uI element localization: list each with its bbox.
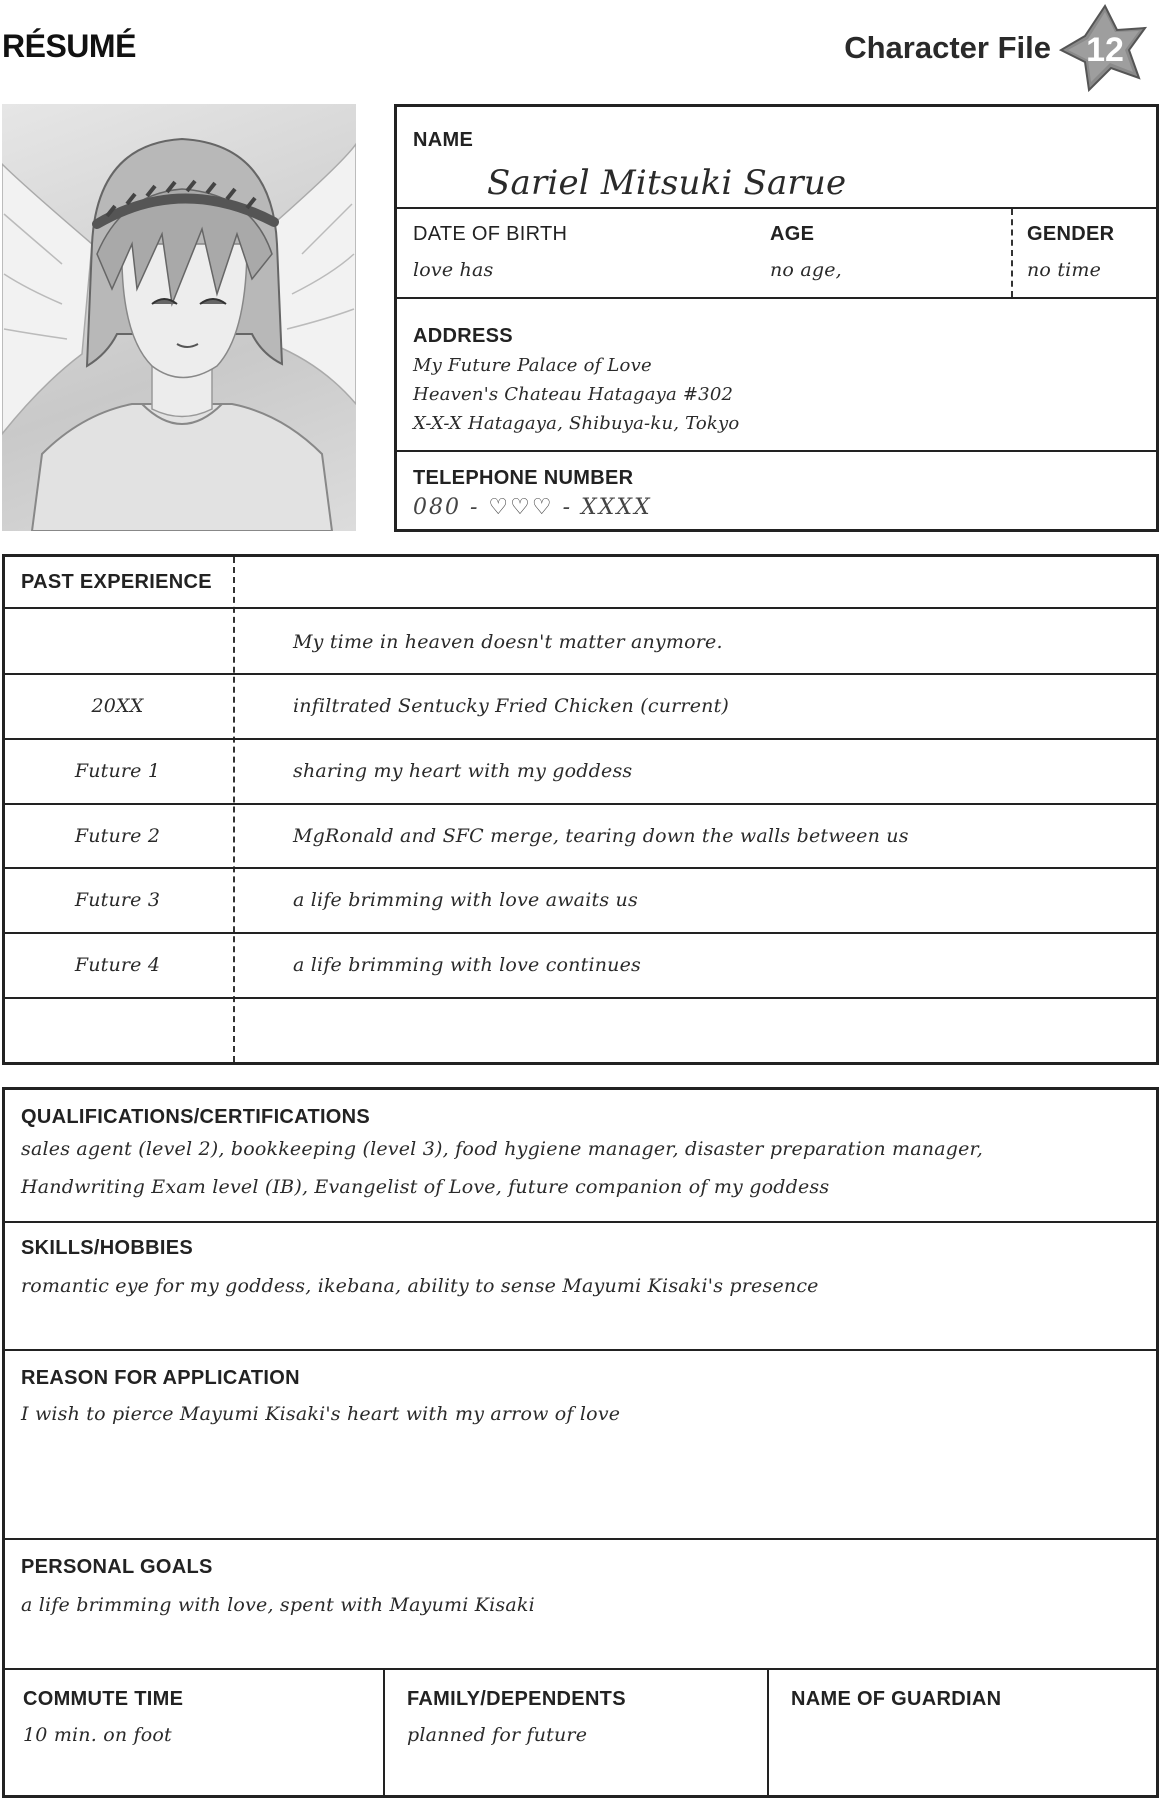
qualifications-label: QUALIFICATIONS/CERTIFICATIONS bbox=[21, 1106, 371, 1128]
divider bbox=[397, 207, 1156, 209]
address-line-2: Heaven's Chateau Hatagaya #302 bbox=[413, 384, 734, 405]
row-year: Future 1 bbox=[74, 760, 161, 782]
row-description: MgRonald and SFC merge, tearing down the walls between us bbox=[293, 825, 909, 847]
address-line-1: My Future Palace of Love bbox=[413, 355, 652, 376]
resume-title: RÉSUMÉ bbox=[2, 28, 136, 64]
goals-label: PERSONAL GOALS bbox=[21, 1556, 213, 1578]
family-value: planned for future bbox=[407, 1724, 588, 1746]
file-number: 12 bbox=[1086, 31, 1124, 69]
table-row bbox=[5, 607, 1156, 673]
row-description: infiltrated Sentucky Fried Chicken (current) bbox=[293, 695, 730, 717]
skills-label: SKILLS/HOBBIES bbox=[21, 1237, 193, 1259]
name-label: NAME bbox=[413, 129, 474, 151]
row-year: Future 2 bbox=[74, 825, 161, 847]
table-row bbox=[5, 932, 1156, 997]
divider bbox=[397, 450, 1156, 452]
table-row bbox=[5, 867, 1156, 932]
phone-label: TELEPHONE NUMBER bbox=[413, 467, 634, 489]
table-row bbox=[5, 738, 1156, 803]
goals-text: a life brimming with love, spent with Mayumi Kisaki bbox=[21, 1594, 535, 1616]
character-portrait bbox=[2, 104, 356, 531]
goals-section bbox=[5, 1540, 1156, 1668]
file-number-badge bbox=[1053, 4, 1153, 94]
dob-label: DATE OF BIRTH bbox=[413, 223, 568, 245]
phone-value: 080 - ♡♡♡ - XXXX bbox=[413, 495, 652, 520]
star-icon bbox=[1053, 4, 1153, 94]
personal-info-box bbox=[394, 104, 1159, 532]
skills-text: romantic eye for my goddess, ikebana, ability to sense Mayumi Kisaki's presence bbox=[21, 1275, 819, 1297]
character-file-title: Character File bbox=[844, 30, 1051, 65]
qualifications-line-1: sales agent (level 2), bookkeeping (level 3), food hygiene manager, disaster preparation manager, bbox=[21, 1138, 983, 1160]
row-description: a life brimming with love continues bbox=[293, 954, 641, 976]
dashed-divider bbox=[1011, 209, 1013, 297]
commute-label: COMMUTE TIME bbox=[23, 1688, 184, 1710]
qualifications-line-2: Handwriting Exam level (IB), Evangelist of Love, future companion of my goddess bbox=[21, 1176, 830, 1198]
reason-text: I wish to pierce Mayumi Kisaki's heart with my arrow of love bbox=[21, 1403, 621, 1425]
divider bbox=[767, 1670, 769, 1795]
family-label: FAMILY/DEPENDENTS bbox=[407, 1688, 626, 1710]
table-row bbox=[5, 997, 1156, 1062]
table-row bbox=[5, 673, 1156, 738]
row-description: My time in heaven doesn't matter anymore. bbox=[293, 631, 723, 653]
past-experience-table bbox=[2, 554, 1159, 1065]
skills-section bbox=[5, 1223, 1156, 1349]
row-description: sharing my heart with my goddess bbox=[293, 760, 633, 782]
name-value: Sariel Mitsuki Sarue bbox=[487, 163, 847, 203]
address-label: ADDRESS bbox=[413, 325, 513, 347]
row-description: a life brimming with love awaits us bbox=[293, 889, 638, 911]
guardian-label: NAME OF GUARDIAN bbox=[791, 1688, 1002, 1710]
gender-label: GENDER bbox=[1027, 223, 1115, 245]
lower-sections bbox=[2, 1087, 1159, 1798]
row-year: Future 4 bbox=[74, 954, 161, 976]
age-value: no age, bbox=[770, 259, 842, 281]
dob-value: love has bbox=[413, 259, 494, 281]
reason-section bbox=[5, 1351, 1156, 1538]
footer-row bbox=[5, 1670, 1156, 1795]
table-row bbox=[5, 803, 1156, 867]
reason-label: REASON FOR APPLICATION bbox=[21, 1367, 300, 1389]
age-label: AGE bbox=[770, 223, 815, 245]
row-year: Future 3 bbox=[74, 889, 161, 911]
commute-value: 10 min. on foot bbox=[23, 1724, 172, 1746]
divider bbox=[383, 1670, 385, 1795]
qualifications-section bbox=[5, 1090, 1156, 1221]
row-year: 20XX bbox=[91, 695, 144, 717]
divider bbox=[397, 297, 1156, 299]
gender-value: no time bbox=[1027, 259, 1102, 281]
address-line-3: X-X-X Hatagaya, Shibuya-ku, Tokyo bbox=[413, 413, 740, 434]
past-experience-label: PAST EXPERIENCE bbox=[21, 571, 212, 593]
